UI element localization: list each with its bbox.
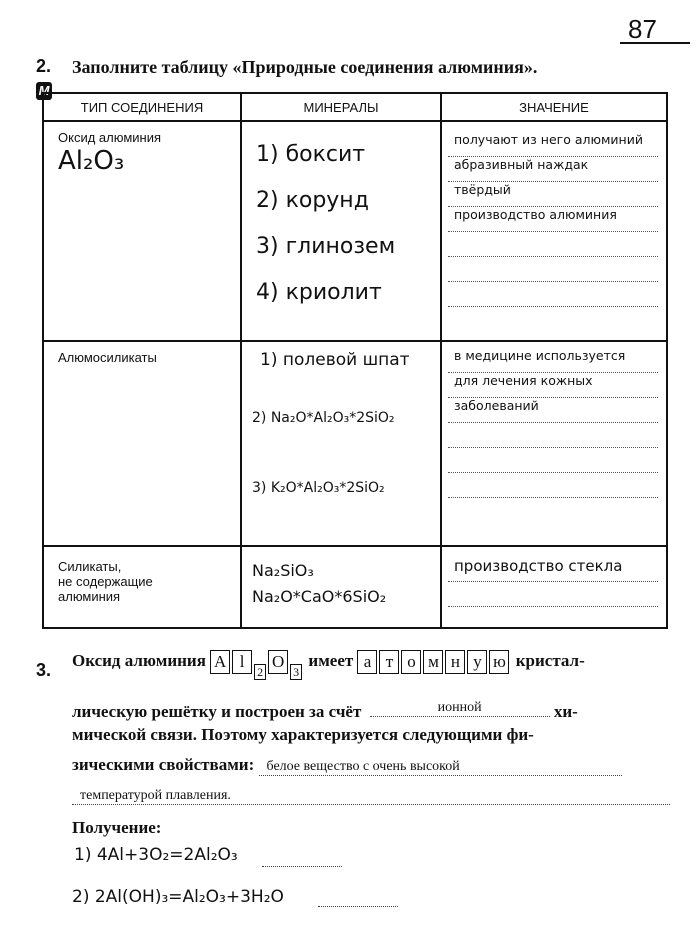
empty-line[interactable] bbox=[448, 582, 658, 607]
mineral-item[interactable]: 2) корунд bbox=[256, 188, 369, 213]
value-line[interactable]: твёрдый bbox=[448, 182, 658, 207]
task-3-line-3: мической связи. Поэтому характеризуется следующими фи- bbox=[72, 725, 534, 744]
reaction-2[interactable]: 2) 2Al(OH)₃=Al₂O₃+3H₂O bbox=[72, 887, 284, 907]
task-3-text: кристал- bbox=[515, 650, 585, 670]
empty-line[interactable] bbox=[448, 448, 658, 473]
obtain-label: Получение: bbox=[72, 818, 162, 837]
bond-type-field[interactable]: ионной bbox=[370, 700, 550, 717]
formula-index-box[interactable]: 3 bbox=[290, 664, 302, 680]
properties-field[interactable]: белое вещество с очень высокой bbox=[259, 759, 622, 776]
page-number: 87 bbox=[628, 14, 657, 44]
empty-line[interactable] bbox=[448, 473, 658, 498]
table-header-row bbox=[43, 93, 667, 121]
value-line[interactable]: производство стекла bbox=[448, 557, 658, 582]
reaction-1[interactable]: 1) 4Al+3O₂=2Al₂O₃ bbox=[74, 845, 238, 865]
type-cell-line: Силикаты, bbox=[58, 559, 122, 574]
mineral-item[interactable]: 4) криолит bbox=[256, 280, 382, 305]
aluminium-compounds-table bbox=[42, 92, 668, 629]
mineral-item[interactable]: 2) Na₂O*Al₂O₃*2SiO₂ bbox=[252, 410, 395, 426]
word-box[interactable]: м bbox=[423, 650, 443, 674]
task-3-text: хи- bbox=[553, 702, 578, 721]
word-box[interactable]: н bbox=[445, 650, 465, 674]
header-minerals: МИНЕРАЛЫ bbox=[241, 93, 441, 121]
m-badge-icon: М bbox=[36, 82, 52, 100]
task-2-prompt: Заполните таблицу «Природные соединения алюминия». bbox=[72, 57, 538, 77]
empty-line[interactable] bbox=[318, 906, 398, 907]
mineral-item[interactable]: 3) глинозем bbox=[256, 234, 396, 259]
type-cell: Оксид алюминия bbox=[58, 130, 162, 145]
word-box[interactable]: т bbox=[379, 650, 399, 674]
value-line[interactable]: в медицине используется bbox=[448, 348, 658, 373]
formula: Al₂O₃ bbox=[58, 146, 125, 176]
task-3-text: зическими свойствами: bbox=[72, 755, 255, 774]
header-type: ТИП СОЕДИНЕНИЯ bbox=[43, 93, 241, 121]
formula-box[interactable]: A bbox=[210, 650, 230, 674]
value-line[interactable]: получают из него алюминий bbox=[448, 132, 658, 157]
formula-box[interactable]: O bbox=[268, 650, 288, 674]
task-3-text: Оксид алюминия bbox=[72, 650, 206, 670]
task-3-number: 3. bbox=[36, 660, 52, 680]
formula-index-box[interactable]: 2 bbox=[254, 664, 266, 680]
type-cell-line: не содержащие bbox=[58, 574, 153, 589]
header-value: ЗНАЧЕНИЕ bbox=[441, 93, 667, 121]
word-box[interactable]: а bbox=[357, 650, 377, 674]
empty-line[interactable] bbox=[448, 423, 658, 448]
value-line[interactable]: заболеваний bbox=[448, 398, 658, 423]
page-number-rule bbox=[620, 42, 690, 44]
table-row bbox=[43, 121, 667, 341]
value-line[interactable]: производство алюминия bbox=[448, 207, 658, 232]
task-3-line-1 bbox=[72, 650, 585, 680]
value-line[interactable]: для лечения кожных bbox=[448, 373, 658, 398]
table-row bbox=[43, 546, 667, 628]
mineral-item[interactable]: 1) боксит bbox=[256, 142, 366, 167]
task-3-line-4 bbox=[72, 755, 622, 776]
table-row bbox=[43, 341, 667, 546]
type-cell-line: алюминия bbox=[58, 589, 121, 604]
mineral-item[interactable]: Na₂SiO₃ bbox=[252, 561, 314, 580]
formula-box[interactable]: l bbox=[232, 650, 252, 674]
value-line[interactable]: абразивный наждак bbox=[448, 157, 658, 182]
empty-line[interactable] bbox=[448, 232, 658, 257]
empty-line[interactable] bbox=[448, 257, 658, 282]
task-3-text: лическую решётку и построен за счёт bbox=[72, 702, 362, 721]
word-box[interactable]: о bbox=[401, 650, 421, 674]
task-3-line-2 bbox=[72, 700, 578, 722]
word-box[interactable]: ю bbox=[489, 650, 509, 674]
type-cell: Алюмосиликаты bbox=[58, 350, 157, 365]
mineral-item[interactable]: Na₂O*CaO*6SiO₂ bbox=[252, 587, 387, 606]
mineral-item[interactable]: 3) K₂O*Al₂O₃*2SiO₂ bbox=[252, 480, 385, 496]
properties-field-2[interactable]: температурой плавления. bbox=[72, 788, 670, 805]
empty-line[interactable] bbox=[262, 866, 342, 867]
word-box[interactable]: у bbox=[467, 650, 487, 674]
mineral-item[interactable]: 1) полевой шпат bbox=[260, 350, 410, 370]
task-3-text: имеет bbox=[308, 650, 354, 670]
empty-line[interactable] bbox=[448, 282, 658, 307]
task-2-number: 2. bbox=[36, 56, 52, 76]
